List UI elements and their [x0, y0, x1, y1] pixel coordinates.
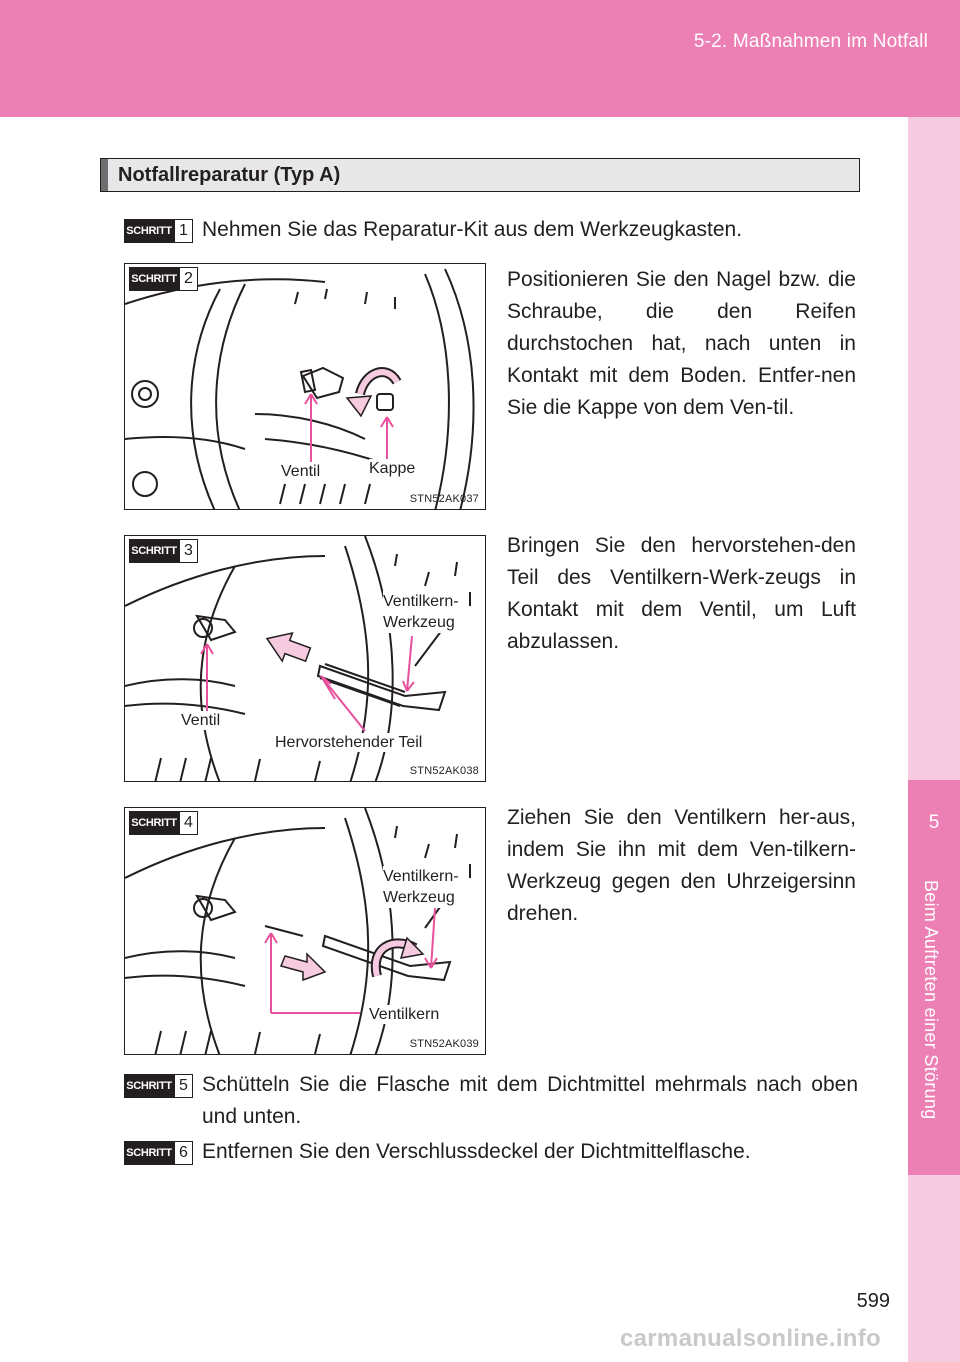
- label-valve-core: Ventilkern: [369, 1006, 440, 1023]
- step-badge-number: 3: [179, 539, 198, 563]
- step-badge-label: SCHRITT: [124, 1074, 174, 1098]
- page-number: 599: [856, 1290, 890, 1312]
- section-heading-text: Notfallreparatur (Typ A): [118, 164, 341, 186]
- step-badge-1: [124, 219, 193, 243]
- label-cap: Kappe: [369, 460, 416, 477]
- chapter-title: Beim Auftreten einer Störung: [921, 880, 941, 1120]
- figure-code: STN52AK039: [409, 1038, 479, 1050]
- step-badge-number: 2: [179, 267, 198, 291]
- section-heading-marker: [101, 159, 108, 191]
- figure-code: STN52AK038: [409, 765, 479, 777]
- label-valve: Ventil: [281, 463, 321, 480]
- step-badge-label: SCHRITT: [124, 1141, 174, 1165]
- step-badge-6: [124, 1141, 193, 1165]
- step-badge-2: [129, 267, 198, 291]
- figure-remove-valve-core: [124, 807, 486, 1055]
- label-valve-core-tool: Ventilkern- Werkzeug: [383, 868, 459, 906]
- step-2-text: Positionieren Sie den Nagel bzw. die Schraube, die den Reifen durchstochen hat, nach unten in Kontakt mit dem Boden. Entfer-nen Sie die Kappe von dem Ven-til.: [507, 268, 856, 419]
- step-badge-label: SCHRITT: [129, 811, 179, 835]
- step-badge-number: 5: [174, 1074, 193, 1098]
- step-badge-label: SCHRITT: [129, 539, 179, 563]
- section-heading: [100, 158, 860, 192]
- step-badge-label: SCHRITT: [124, 219, 174, 243]
- step-badge-number: 1: [174, 219, 193, 243]
- step-1-text: Nehmen Sie das Reparatur-Kit aus dem Werkzeugkasten.: [202, 218, 743, 241]
- figure-release-air: [124, 535, 486, 782]
- step-badge-label: SCHRITT: [129, 267, 179, 291]
- header-bar: [0, 0, 960, 117]
- label-protruding-part: Hervorstehender Teil: [275, 734, 423, 751]
- watermark: carmanualsonline.info: [620, 1325, 882, 1352]
- figure-remove-cap: [124, 263, 486, 510]
- step-badge-5: [124, 1074, 193, 1098]
- chapter-side-tab: [908, 117, 960, 1362]
- step-badge-4: [129, 811, 198, 835]
- step-badge-number: 4: [179, 811, 198, 835]
- section-breadcrumb: 5-2. Maßnahmen im Notfall: [693, 31, 928, 52]
- step-badge-3: [129, 539, 198, 563]
- step-6-text: Entfernen Sie den Verschlussdeckel der Dichtmittelflasche.: [202, 1140, 751, 1163]
- figure-code: STN52AK037: [409, 493, 479, 505]
- step-5-text: Schütteln Sie die Flasche mit dem Dichtmittel mehrmals nach oben und unten.: [202, 1073, 858, 1128]
- chapter-number: 5: [928, 812, 940, 833]
- step-badge-number: 6: [174, 1141, 193, 1165]
- label-valve-core-tool: Ventilkern- Werkzeug: [383, 593, 459, 631]
- step-4-text: Ziehen Sie den Ventilkern her-aus, indem Sie ihn mit dem Ven-tilkern-Werkzeug gegen den Uhrzeigersinn drehen.: [507, 806, 856, 925]
- step-3-text: Bringen Sie den hervorstehen-den Teil des Ventilkern-Werk-zeugs in Kontakt mit dem Ventil, um Luft abzulassen.: [507, 534, 856, 653]
- label-valve: Ventil: [181, 712, 221, 729]
